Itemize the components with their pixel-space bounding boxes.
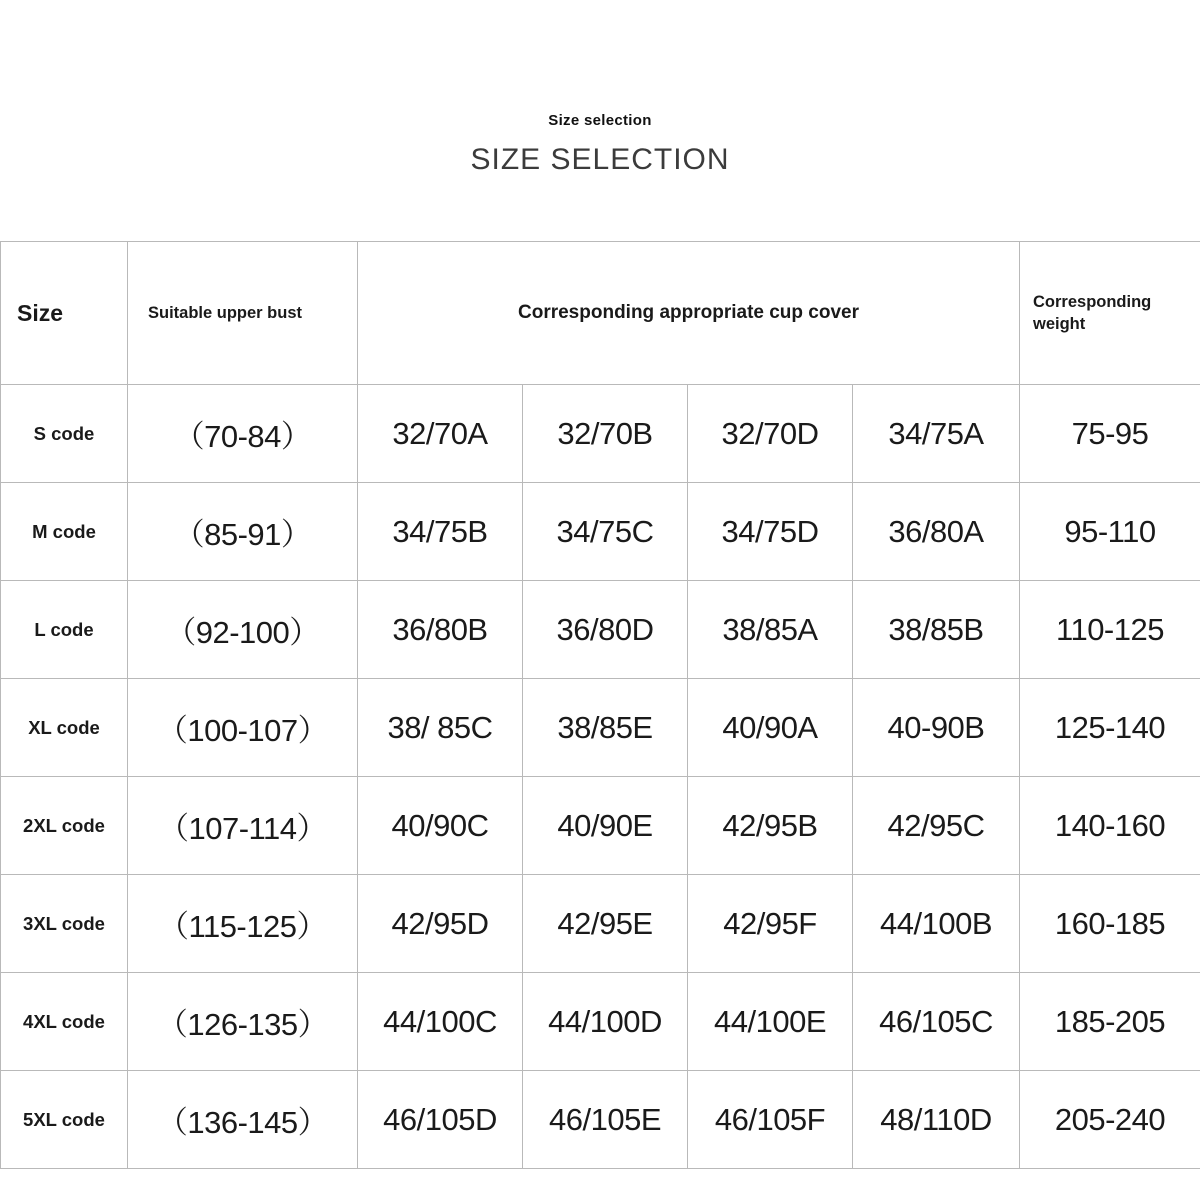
cell-cup: 42/95E: [523, 875, 688, 973]
cell-cup: 32/70B: [523, 385, 688, 483]
table-row: [1, 1071, 1200, 1169]
cell-cup: 46/105D: [358, 1071, 523, 1169]
cell-bust: （107-114）: [128, 777, 358, 875]
cell-bust: （115-125）: [128, 875, 358, 973]
cell-size: XL code: [1, 679, 128, 777]
cell-cup: 46/105E: [523, 1071, 688, 1169]
cell-cup: 44/100D: [523, 973, 688, 1071]
cell-weight: 110-125: [1020, 581, 1200, 679]
cell-cup: 36/80B: [358, 581, 523, 679]
cell-cup: 44/100E: [688, 973, 853, 1071]
table-row: [1, 385, 1200, 483]
page-header: [0, 0, 1200, 177]
cell-cup: 38/85A: [688, 581, 853, 679]
cell-bust: （100-107）: [128, 679, 358, 777]
table-row: [1, 483, 1200, 581]
cell-cup: 34/75A: [853, 385, 1020, 483]
header-eyebrow: Size selection: [548, 112, 652, 129]
cell-weight: 140-160: [1020, 777, 1200, 875]
column-header-size: Size: [1, 242, 128, 385]
cell-weight: 160-185: [1020, 875, 1200, 973]
cell-cup: 36/80D: [523, 581, 688, 679]
table-row: [1, 679, 1200, 777]
cell-bust: （85-91）: [128, 483, 358, 581]
cell-cup: 42/95D: [358, 875, 523, 973]
cell-cup: 38/85B: [853, 581, 1020, 679]
size-chart: [0, 241, 1200, 1169]
cell-cup: 34/75B: [358, 483, 523, 581]
cell-bust: （136-145）: [128, 1071, 358, 1169]
column-header-weight: Corresponding weight: [1020, 242, 1200, 385]
table-row: [1, 875, 1200, 973]
cell-cup: 40/90E: [523, 777, 688, 875]
cell-size: L code: [1, 581, 128, 679]
cell-cup: 40-90B: [853, 679, 1020, 777]
cell-cup: 48/110D: [853, 1071, 1020, 1169]
cell-cup: 40/90C: [358, 777, 523, 875]
cell-weight: 75-95: [1020, 385, 1200, 483]
cell-cup: 36/80A: [853, 483, 1020, 581]
cell-weight: 95-110: [1020, 483, 1200, 581]
cell-cup: 42/95B: [688, 777, 853, 875]
table-row: [1, 581, 1200, 679]
cell-bust: （126-135）: [128, 973, 358, 1071]
cell-cup: 42/95C: [853, 777, 1020, 875]
column-header-cup-group: Corresponding appropriate cup cover: [358, 242, 1020, 385]
cell-bust: （92-100）: [128, 581, 358, 679]
cell-size: 4XL code: [1, 973, 128, 1071]
page-title: SIZE SELECTION: [470, 143, 730, 176]
cell-size: S code: [1, 385, 128, 483]
size-selection-table: [0, 241, 1200, 1169]
cell-cup: 40/90A: [688, 679, 853, 777]
cell-cup: 46/105C: [853, 973, 1020, 1071]
cell-weight: 125-140: [1020, 679, 1200, 777]
cell-cup: 34/75C: [523, 483, 688, 581]
cell-cup: 44/100B: [853, 875, 1020, 973]
cell-cup: 34/75D: [688, 483, 853, 581]
cell-size: 2XL code: [1, 777, 128, 875]
cell-cup: 32/70A: [358, 385, 523, 483]
table-row: [1, 777, 1200, 875]
cell-size: 3XL code: [1, 875, 128, 973]
cell-size: 5XL code: [1, 1071, 128, 1169]
cell-weight: 185-205: [1020, 973, 1200, 1071]
cell-cup: 44/100C: [358, 973, 523, 1071]
column-header-bust: Suitable upper bust: [128, 242, 358, 385]
cell-cup: 38/ 85C: [358, 679, 523, 777]
cell-cup: 46/105F: [688, 1071, 853, 1169]
table-header-row: [1, 242, 1200, 385]
cell-cup: 38/85E: [523, 679, 688, 777]
cell-weight: 205-240: [1020, 1071, 1200, 1169]
cell-bust: （70-84）: [128, 385, 358, 483]
cell-cup: 42/95F: [688, 875, 853, 973]
table-row: [1, 973, 1200, 1071]
cell-cup: 32/70D: [688, 385, 853, 483]
cell-size: M code: [1, 483, 128, 581]
